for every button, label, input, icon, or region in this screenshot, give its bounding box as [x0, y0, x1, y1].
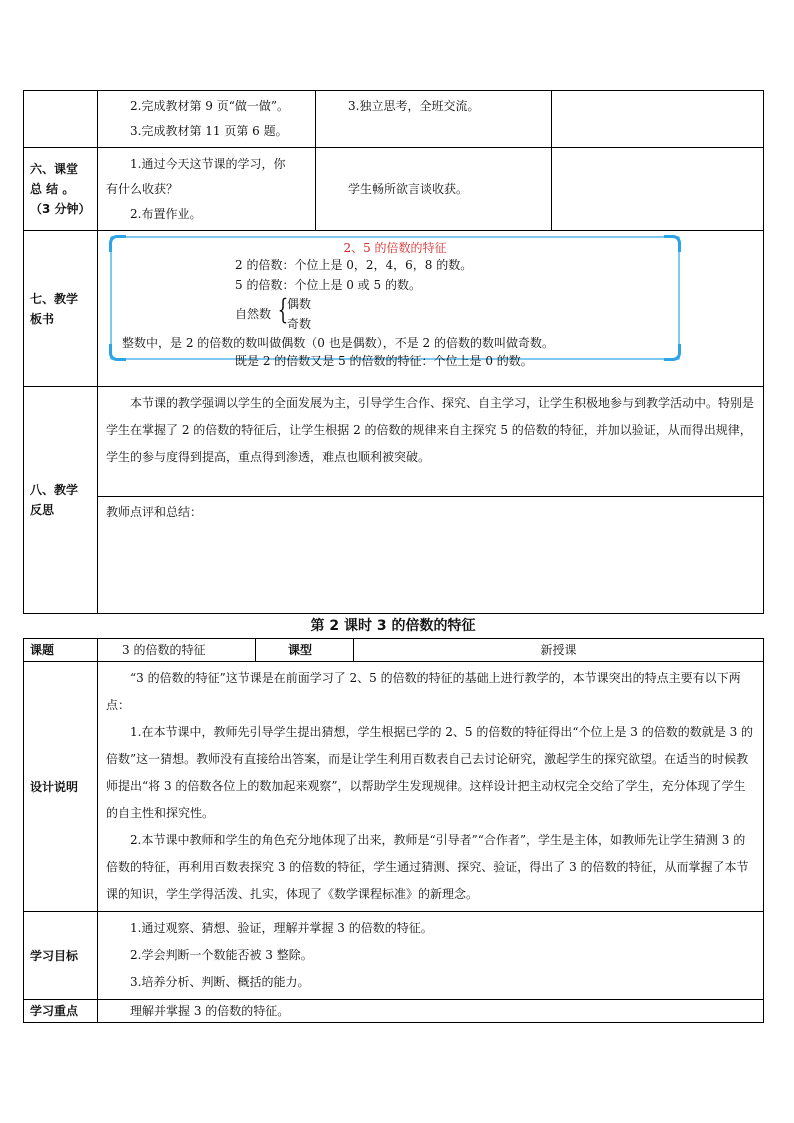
learning-goal-item: 3.培养分析、判断、概括的能力。 [130, 975, 310, 989]
blackboard-natural-number-label: 自然数 [235, 307, 272, 321]
lesson-plan-table-2 [23, 638, 764, 1023]
blackboard-line: 整数中，是 2 的倍数的数叫做偶数（0 也是偶数），不是 2 的倍数的数叫做奇数。 [122, 336, 554, 350]
learning-goals-label: 学习目标 [24, 912, 98, 1000]
design-paragraph: 1.在本节课中，教师先引导学生提出猜想，学生根据已学的 2、5 的倍数的特征得出“个位上是 3 的倍数的数就是 3 的倍数”这一猜想。教师没有直接给出答案，而是让学生利用百数表自己去讨论研究，激起学生的探究欲望。在适当的时候教师提出“将 3 的倍数各位上的数加起来观察”，以帮助学生发现规律。这样设计把主动权完全交给了学生，充分体现了学生的自主性和探究性。 [106, 725, 754, 820]
blackboard-title: 2、5 的倍数的特征 [343, 241, 447, 255]
lesson-plan-table-1 [23, 90, 764, 614]
stage-label-cell [24, 387, 98, 614]
teacher-activity-line: 2.布置作业。 [130, 206, 202, 221]
reflection-cell [98, 387, 764, 497]
stage-label: 八、教学 [30, 483, 79, 497]
student-activity-line: 3.独立思考，全班交流。 [348, 99, 480, 113]
design-notes-label: 设计说明 [24, 662, 98, 912]
section-title: 第 2 课时 3 的倍数的特征 [310, 618, 476, 634]
student-activity-cell [316, 91, 552, 148]
table-row [24, 497, 764, 614]
comment-cell [98, 497, 764, 614]
key-point-label: 学习重点 [24, 1000, 98, 1023]
stage-label: 七、教学 [30, 291, 79, 306]
teacher-activity-line: 有什么收获？ [106, 181, 179, 196]
blackboard-frame [110, 236, 680, 368]
student-activity-cell [316, 148, 552, 231]
table-row [24, 231, 764, 387]
table-row [24, 387, 764, 497]
stage-label: （3 分钟） [30, 202, 91, 216]
table-row [24, 91, 764, 148]
frame-corner-ornament [664, 344, 681, 361]
stage-label: 总 结 。 [30, 182, 75, 196]
stage-label: 板书 [30, 311, 55, 326]
blackboard-line: 5 的倍数：个位上是 0 或 5 的数。 [235, 278, 421, 292]
table-row [24, 639, 764, 662]
learning-goals-cell [98, 912, 764, 1000]
lesson-type-value: 新授课 [354, 639, 764, 662]
teacher-activity-line: 2.完成教材第 9 页“做一做”。 [130, 99, 289, 113]
table-row [24, 662, 764, 912]
blackboard-even-label: 偶数 [287, 297, 312, 311]
notes-cell [552, 148, 764, 231]
student-activity-line: 学生畅所欲言谈收获。 [348, 181, 469, 196]
table-row [24, 148, 764, 231]
teacher-activity-cell [98, 148, 316, 231]
stage-label: 反思 [30, 503, 55, 517]
blackboard-cell [98, 231, 764, 387]
table-row [24, 912, 764, 1000]
teacher-activity-line: 1.通过今天这节课的学习，你 [130, 156, 286, 171]
stage-label: 六、课堂 [30, 162, 79, 176]
learning-goal-item: 2.学会判断一个数能否被 3 整除。 [130, 948, 313, 962]
curly-brace-icon: { [277, 293, 289, 326]
teacher-activity-line: 3.完成教材第 11 页第 6 题。 [130, 124, 288, 138]
blackboard-odd-label: 奇数 [287, 317, 312, 331]
design-paragraph: “3 的倍数的特征”这节课是在前面学习了 2、5 的倍数的特征的基础上进行教学的，本节课突出的特点主要有以下两点： [106, 671, 741, 712]
notes-cell [552, 91, 764, 148]
stage-label-cell [24, 231, 98, 387]
stage-label-cell [24, 148, 98, 231]
lesson-type-label: 课型 [256, 639, 354, 662]
stage-label-cell [24, 91, 98, 148]
key-point-value: 理解并掌握 3 的倍数的特征。 [98, 1000, 764, 1023]
teacher-activity-cell [98, 91, 316, 148]
topic-value: 3 的倍数的特征 [98, 639, 256, 662]
learning-goal-item: 1.通过观察、猜想、验证，理解并掌握 3 的倍数的特征。 [130, 921, 433, 935]
blackboard-line: 既是 2 的倍数又是 5 的倍数的特征：个位上是 0 的数。 [235, 354, 533, 368]
design-notes-cell [98, 662, 764, 912]
table-row [24, 1000, 764, 1023]
design-paragraph: 2.本节课中教师和学生的角色充分地体现了出来，教师是“引导者”“合作者”，学生是主体，如教师先让学生猜测 3 的倍数的特征，再利用百数表探究 3 的倍数的特征，学生通过猜测、探究、验证，得出了 3 的倍数的特征，从而掌握了本节课的知识，学生学得活泼、扎实，体现了《数学课程标准》的新理念。 [106, 833, 749, 901]
topic-label: 课题 [24, 639, 98, 662]
blackboard-line: 2 的倍数：个位上是 0，2，4，6，8 的数。 [235, 258, 473, 272]
reflection-text: 本节课的教学强调以学生的全面发展为主，引导学生合作、探究、自主学习，让学生积极地参与到教学活动中。特别是学生在掌握了 2 的倍数的特征后，让学生根据 2 的倍数的规律来自主探究 5 的倍数的特征，并加以验证，从而得出规律，学生的参与度得到提高，重点得到渗透，难点也顺利被突破。 [106, 396, 755, 464]
comment-label: 教师点评和总结： [106, 505, 203, 519]
